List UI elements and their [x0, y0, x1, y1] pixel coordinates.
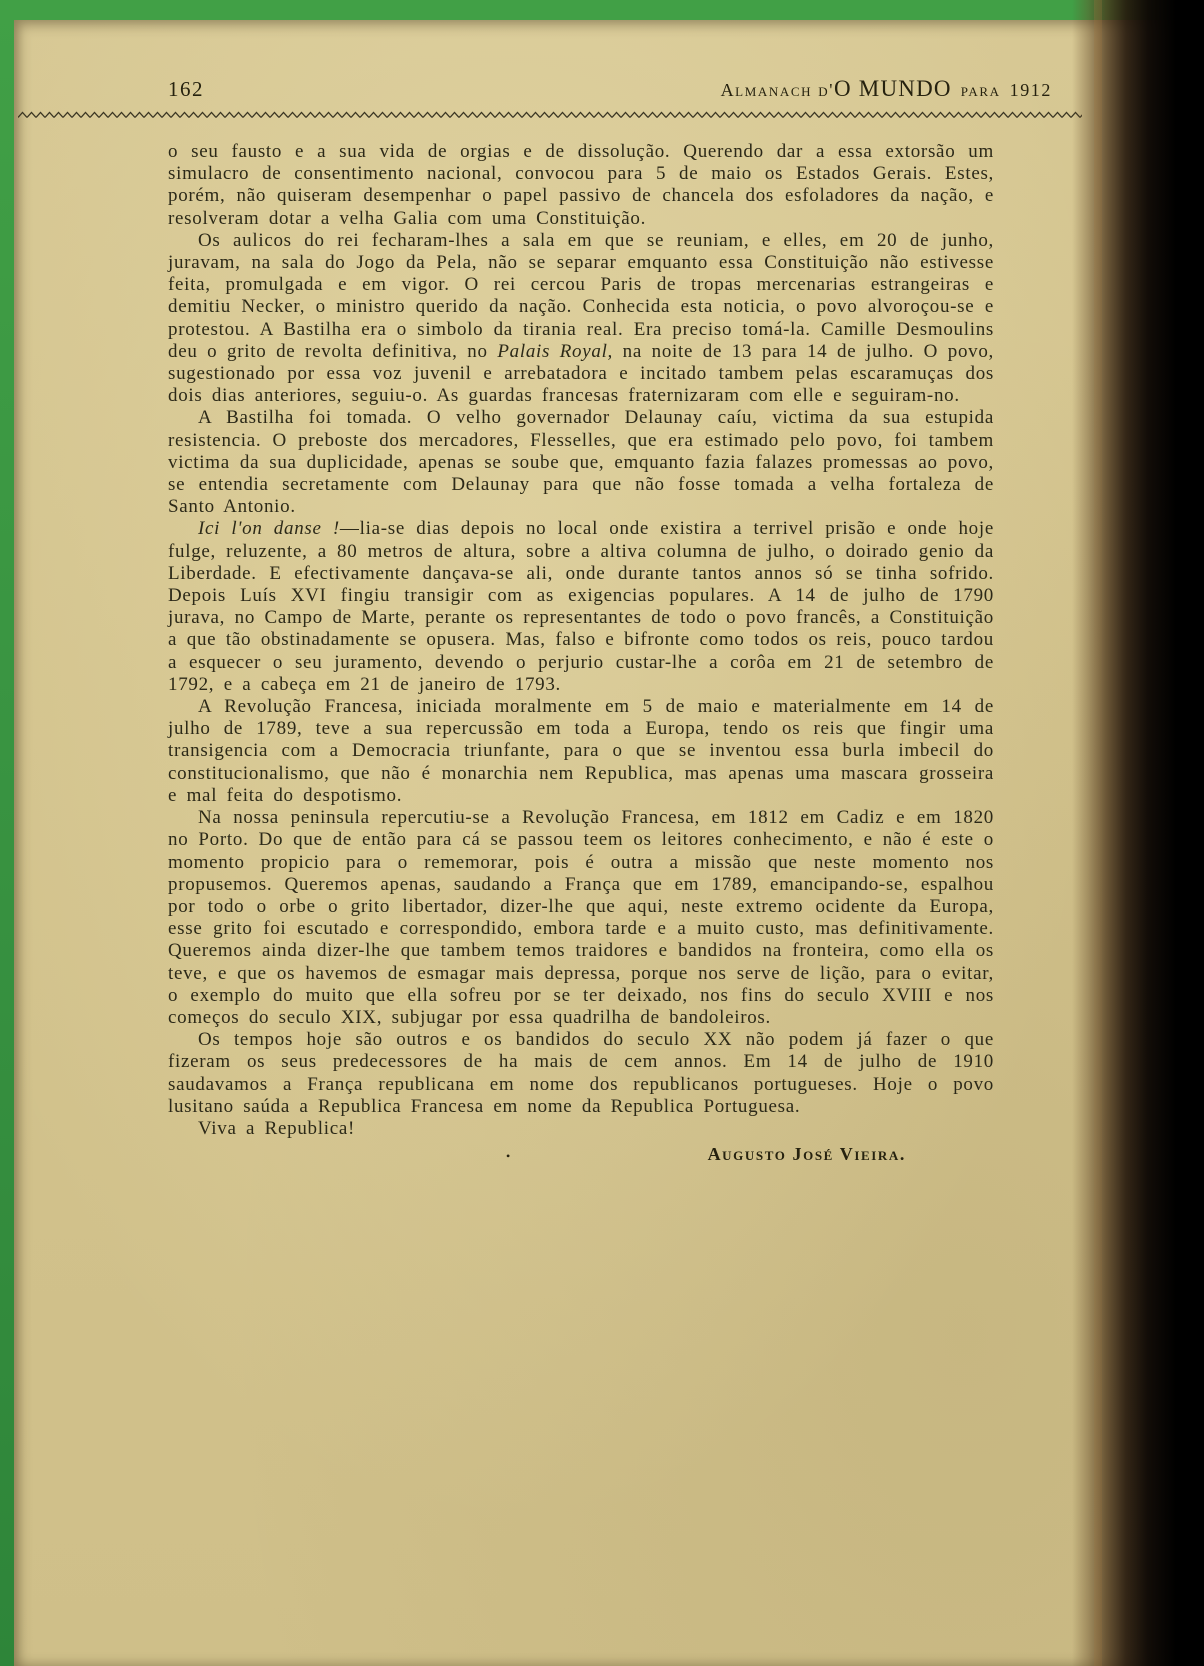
paragraph	[168, 407, 994, 518]
text-run: Os tempos hoje são outros e os bandidos do seculo XX não podem já fazer o que fizeram os seus predecessores de ha mais de cem annos. Em 14 de julho de 1910 saudavamos a França republicana em nome dos republicanos portugueses. Hoje o povo lusitano saúda a Republica Francesa em nome da Republica Portuguesa.	[168, 1029, 994, 1117]
text-run: o seu fausto e a sua vida de orgias e de dissolução. Querendo dar a essa extorsão um simulacro de consentimento nacional, convocou para 5 de maio os Estados Gerais. Estes, porém, não quiseram desempenhar o papel passivo de chancela dos esfoladores da nação, e resolveram dotar a velha Galia com uma Constituição.	[168, 141, 994, 229]
header-title-suffix: para	[960, 80, 1001, 100]
text-run: —lia-se dias depois no local onde existira a terrivel prisão e onde hoje fulge, reluzente, a 80 metros de altura, sobre a altiva columna de julho, o doirado genio da Liberdade. E efectivamente dançava-se ali, onde durante tantos annos só se tinha sofrido. Depois Luís XVI fingiu transigir com as exigencias populares. A 14 de julho de 1790 jurava, no Campo de Marte, perante os representantes de todo o povo francês, a Constituição a que tão obstinadamente se opusera. Mas, falso e bifronte como todos os reis, pouco tardou a esquecer o seu juramento, devendo o perjurio custar-lhe a corôa em 21 de setembro de 1792, e a cabeça em 21 de janeiro de 1793.	[168, 518, 994, 695]
paragraph	[168, 141, 994, 230]
text-run: A Bastilha foi tomada. O velho governador Delaunay caíu, victima da sua estupida resistencia. O preboste dos mercadores, Flesselles, que era estimado pelo povo, foi tambem victima da sua duplicidade, apenas se soube que, emquanto fazia falazes promessas ao povo, se entendia secretamente com Delaunay para que não fosse tomada a velha fortaleza de Santo Antonio.	[168, 407, 994, 518]
text-run: Na nossa peninsula repercutiu-se a Revolução Francesa, em 1812 em Cadiz e em 1820 no Porto. Do que de então para cá se passou teem os leitores conhecimento, e não é este o momento propicio para o rememorar, pois é outra a missão que neste momento nos propusemos. Queremos apenas, saudando a França que em 1789, emancipando-se, espalhou por todo o orbe o grito libertador, dizer-lhe que aqui, neste extremo ocidente da Europa, esse grito foi escutado e correspondido, embora tarde e a muito custo, mas definitivamente. Queremos ainda dizer-lhe que tambem temos traidores e bandidos na fronteira, como ella os teve, e que os havemos de esmagar mais depressa, porque nos serve de lição, para o evitar, o exemplo do muito que ella sofreu por se ter deixado, nos fins do seculo XVIII e nos começos do seculo XIX, subjugar por essa quadrilha de bandoleiros.	[168, 807, 994, 1028]
italic-text-run: Ici l'on danse !	[198, 518, 340, 540]
header-title	[721, 76, 1052, 102]
header-title-prefix: Almanach d'	[720, 80, 835, 100]
paragraph	[168, 1029, 994, 1118]
signature-row	[168, 1144, 994, 1172]
paragraph	[168, 807, 994, 1029]
page-number: 162	[168, 77, 204, 101]
separator-dot: •	[506, 1149, 511, 1164]
italic-text-run: Palais Royal,	[497, 340, 614, 362]
header-title-year: 1912	[1009, 80, 1052, 100]
paragraph	[168, 696, 994, 807]
paragraph	[168, 518, 994, 696]
author-signature: Augusto José Vieira.	[707, 1144, 906, 1165]
paragraph	[168, 230, 994, 408]
text-run: Viva a Republica!	[198, 1117, 355, 1139]
book-page	[14, 20, 1204, 1666]
header-title-main: O MUNDO	[834, 76, 952, 101]
page-header	[168, 76, 1052, 102]
text-run: na noite de 13 para 14 de julho. O povo, sugestionado por essa voz juvenil e arrebatadora e incitado tambem pelas escaramuças dos dois dias anteriores, seguiu-o. As guardas francesas fraternizaram com elle e seguiram-no.	[168, 340, 994, 407]
text-run: A Revolução Francesa, iniciada moralmente em 5 de maio e materialmente em 14 de julho de 1789, teve a sua repercussão em toda a Europa, tendo os reis que fingir uma transigencia com a Democracia triunfante, para o que se inventou essa burla imbecil do constitucionalismo, que não é monarchia nem Republica, mas apenas uma mascara grosseira e mal feita do despotismo.	[168, 696, 994, 806]
text-run: Os aulicos do rei fecharam-lhes a sala em que se reuniam, e elles, em 20 de junho, juravam, na sala do Jogo da Pela, não se separar emquanto essa Constituição não estivesse feita, promulgada e em vigor. O rei cercou Paris de tropas mercenarias estrangeiras e demitiu Necker, o ministro querido da nação. Conhecida esta noticia, o povo alvoroçou-se e protestou. A Bastilha era o simbolo da tirania real. Era preciso tomá-la. Camille Desmoulins deu o grito de revolta definitiva, no	[168, 229, 994, 362]
article-body	[168, 141, 994, 1140]
zigzag-rule	[18, 111, 1082, 119]
paragraph	[168, 1118, 994, 1140]
